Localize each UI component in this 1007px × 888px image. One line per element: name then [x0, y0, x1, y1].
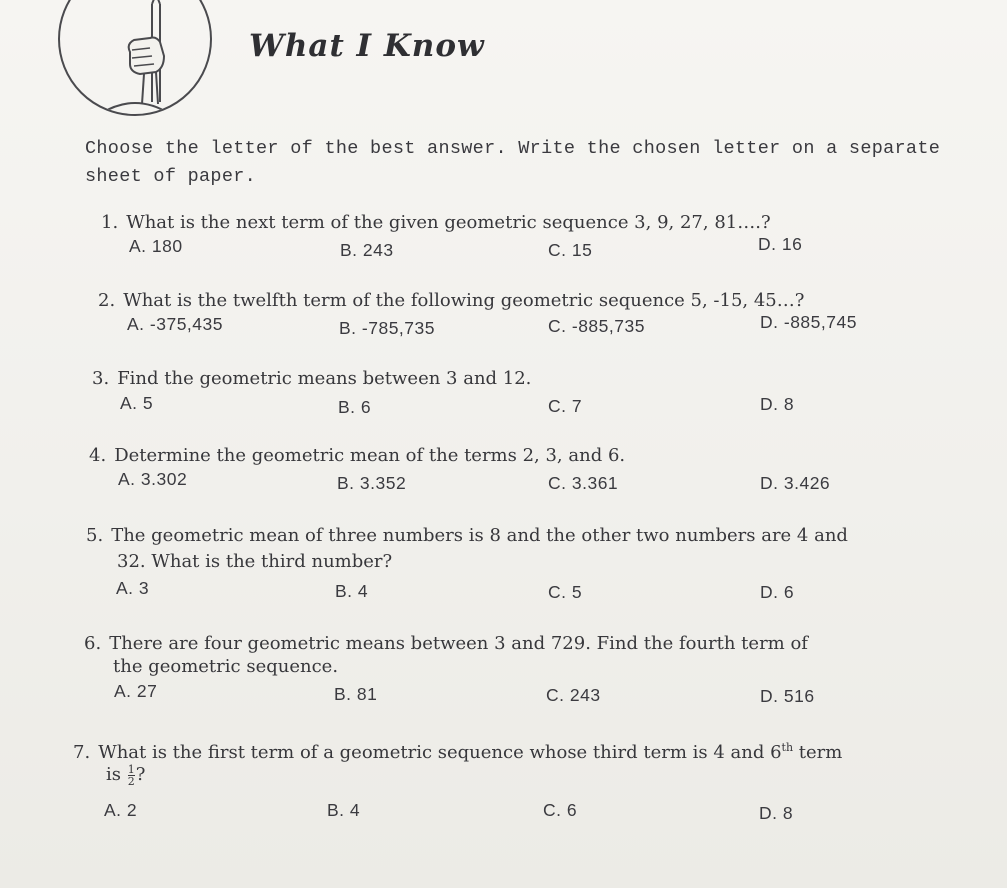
choice-3d: D. 8	[760, 394, 795, 414]
question-7-line2: is $\frac{1}{2}$ ?	[106, 762, 146, 788]
choice-5a: A. 3	[116, 578, 150, 598]
question-6-line2: the geometric sequence.	[113, 656, 339, 677]
choice-7d: D. 8	[759, 803, 794, 823]
page-title: What I Know	[249, 28, 485, 64]
question-5: 5. The geometric mean of three numbers is 8 and the other two numbers are 4 and	[86, 525, 848, 546]
choice-6c: C. 243	[546, 685, 601, 705]
choice-1c: C. 15	[548, 240, 593, 260]
question-1: 1. What is the next term of the given geometric sequence 3, 9, 27, 81….?	[101, 212, 771, 233]
choice-5d: D. 6	[760, 582, 795, 602]
choice-2c: C. -885,735	[548, 316, 645, 336]
choice-2d: D. -885,745	[760, 312, 857, 332]
choice-7c: C. 6	[543, 800, 578, 820]
choice-4a: A. 3.302	[118, 469, 188, 489]
choice-5b: B. 4	[335, 581, 369, 601]
question-5-line2: 32. What is the third number?	[117, 551, 393, 572]
choice-3c: C. 7	[548, 396, 583, 416]
instructions-text: Choose the letter of the best answer. Write the chosen letter on a separate sheet of paper.	[85, 138, 941, 187]
question-3: 3. Find the geometric means between 3 and 12.	[92, 368, 532, 389]
choice-6d: D. 516	[760, 686, 815, 706]
question-2: 2. What is the twelfth term of the following geometric sequence 5, -15, 45…?	[98, 290, 805, 311]
choice-7a: A. 2	[104, 800, 138, 820]
choice-2a: A. -375,435	[127, 314, 223, 334]
choice-1d: D. 16	[758, 234, 803, 254]
question-7: 7. What is the first term of a geometric sequence whose third term is 4 and 6th term	[73, 741, 843, 763]
choice-4d: D. 3.426	[760, 473, 831, 493]
question-6: 6. There are four geometric means between 3 and 729. Find the fourth term of	[84, 633, 808, 654]
pencil-hand-icon	[58, 0, 212, 116]
choice-5c: C. 5	[548, 582, 583, 602]
question-4: 4. Determine the geometric mean of the terms 2, 3, and 6.	[89, 445, 626, 466]
one-half-fraction: $\frac{1}{2}$	[127, 762, 135, 788]
choice-2b: B. -785,735	[339, 318, 435, 338]
choice-6b: B. 81	[334, 684, 378, 704]
choice-7b: B. 4	[327, 800, 361, 820]
choice-4c: C. 3.361	[548, 473, 619, 493]
choice-3b: B. 6	[338, 397, 372, 417]
choice-1b: B. 243	[340, 240, 394, 260]
choice-1a: A. 180	[129, 236, 183, 256]
choice-4b: B. 3.352	[337, 473, 407, 493]
choice-6a: A. 27	[114, 681, 158, 701]
choice-3a: A. 5	[120, 393, 154, 413]
